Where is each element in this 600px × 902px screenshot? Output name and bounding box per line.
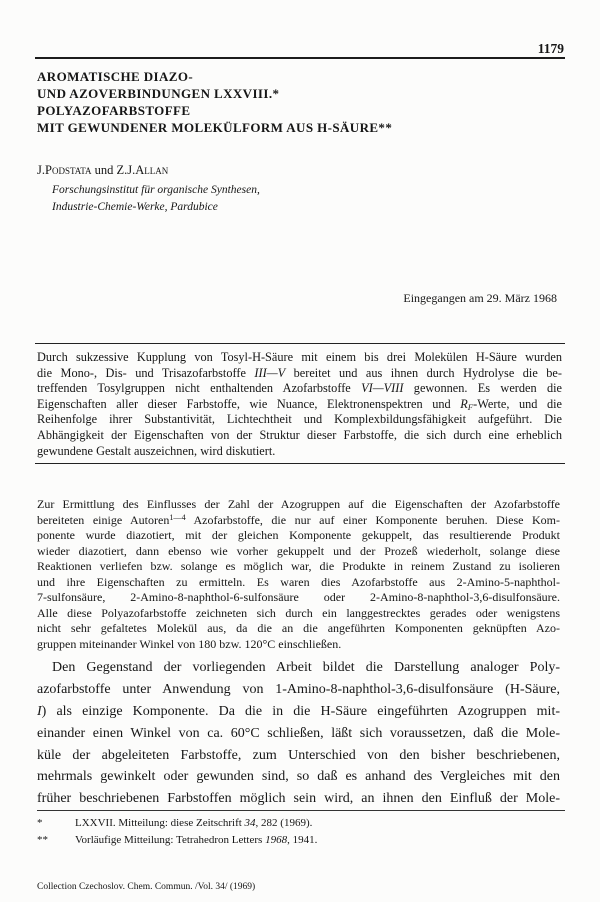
text-run: Eigenschaften aller dieser Farbstoffe, wie Nuance, Elektronenspektren und	[37, 396, 461, 411]
journal-citation: Collection Czechoslov. Chem. Commun. /Vol. 34/ (1969)	[37, 882, 256, 892]
text-line	[37, 590, 560, 606]
footnote-rule	[37, 810, 565, 811]
text-line	[37, 575, 560, 591]
affiliation-line: Industrie-Chemie-Werke, Pardubice	[52, 201, 218, 213]
text-line	[37, 723, 560, 745]
text-run: Alle diese Polyazofarbstoffe zeichneten sich durch ein langgestrecktes gerades oder wenigstens	[37, 605, 560, 620]
text-run: nicht sehr gefaltetes Molekül aus, da die an die angeführten Komponenten geknüpften Azo-	[37, 621, 560, 636]
text-run: Abhängigkeit der Eigenschaften von der Struktur dieser Farbstoffe, die sich durch eine erheblich	[37, 427, 562, 442]
text-run: früher beschriebenen Farbstoffen möglich sein wird, an ihnen den Einfluß der Mole-	[37, 791, 560, 807]
header-rule	[35, 57, 565, 59]
text-run: -Werte, und die	[473, 396, 562, 411]
italic-run: III—V	[254, 365, 286, 380]
title-line: UND AZOVERBINDUNGEN LXXVIII.*	[37, 86, 280, 101]
text-line	[37, 444, 562, 460]
abstract-text	[37, 350, 562, 459]
text-line	[37, 412, 562, 428]
text-line	[37, 497, 560, 513]
text-run: gruppen miteinander Winkel von 180 bzw. 120°C einschließen.	[37, 636, 342, 651]
author-line	[37, 162, 168, 178]
title-line: POLYAZOFARBSTOFFE	[37, 103, 191, 118]
text-line	[37, 701, 560, 723]
affiliation-line: Forschungsinstitut für organische Synthesen,	[52, 184, 260, 196]
text-run: wieder diazotiert, dann ebenso wie vorher gekuppelt und der Prozeß wiederholt, solange diese	[37, 543, 560, 558]
footnote	[37, 832, 565, 849]
text-run: azofarbstoffe unter Anwendung von 1-Amino-8-naphthol-3,6-disulfonsäure (H-Säure,	[37, 681, 560, 697]
text-line	[37, 428, 562, 444]
text-run: Den Gegenstand der vorliegenden Arbeit bildet die Darstellung analoger Poly-	[52, 660, 560, 675]
text-line	[37, 745, 560, 767]
footnote-text	[75, 815, 312, 832]
text-run: Reaktionen verliefen bzw. solange es möglich war, die Produkte in reinem Zustand zu isolieren	[37, 559, 560, 574]
received-date: Eingegangen am 29. März 1968	[403, 291, 557, 305]
body-paragraph	[37, 657, 560, 810]
text-run: , 1941.	[287, 833, 318, 846]
text-line	[37, 788, 560, 810]
text-line	[37, 397, 562, 413]
text-run: LXXVII. Mitteilung: diese Zeitschrift	[75, 817, 245, 829]
text-run: treffenden Tosylgruppen nicht enthaltenden Azofarbstoffe	[37, 381, 362, 396]
affiliation	[52, 182, 260, 216]
article-title	[37, 68, 392, 136]
text-run: küle der abgeleiteten Farbstoffe, zum Unterschied von den bisher beschriebenen,	[37, 747, 560, 763]
text-run: einander einen Winkel von ca. 60°C schließen, läßt sich voraussetzen, daß die Mole-	[37, 725, 560, 741]
author-name: J.Podstata	[37, 163, 92, 177]
italic-run: 34	[244, 817, 256, 829]
footnote-text	[75, 832, 317, 849]
text-run: , 282 (1969).	[255, 817, 313, 829]
footnotes	[37, 815, 565, 848]
text-run: mehrmals gewinkelt oder gewunden sind, so daß es anhand des Vergleiches mit den	[37, 769, 560, 785]
italic-run: R	[460, 396, 468, 411]
italic-run: VI—VIII	[361, 381, 404, 396]
title-line: MIT GEWUNDENER MOLEKÜLFORM AUS H-SÄURE**	[37, 120, 393, 135]
text-line	[37, 606, 560, 622]
footnote-mark: **	[37, 833, 48, 846]
text-line	[37, 544, 560, 560]
text-run: Azofarbstoffe, die nur auf einer Komponente beruhen. Diese Kom-	[185, 512, 560, 527]
italic-run: I	[37, 703, 42, 719]
intro-paragraph	[37, 497, 560, 652]
text-line	[37, 559, 560, 575]
text-run: Durch sukzessive Kupplung von Tosyl-H-Säure mit einem bis drei Molekülen H-Säure wurden	[37, 350, 562, 364]
text-run: Vorläufige Mitteilung: Tetrahedron Letters	[75, 833, 266, 846]
author-conjunction: und	[94, 163, 114, 177]
text-line	[37, 513, 560, 529]
text-line	[37, 350, 562, 366]
subscript: F	[467, 401, 474, 412]
text-run: Reihenfolge ihrer Substantivität, Lichtechtheit und Komplexbildungsfähigkeit aufgeführt. Die	[37, 412, 562, 427]
text-line	[37, 657, 560, 679]
text-run: bereitet und aus ihnen durch Hydrolyse die be-	[285, 365, 562, 380]
italic-run: 1968	[265, 833, 288, 846]
footnote	[37, 815, 565, 832]
text-run: gewonnen. Es werden die	[403, 381, 562, 396]
superscript: 1—4	[169, 512, 186, 522]
page-number: 1179	[537, 41, 564, 56]
text-run: ponente wurde diazotiert, mit der gleichen Komponente gekuppelt, das resultierende Produkt	[37, 528, 560, 543]
text-run: Zur Ermittlung des Einflusses der Zahl der Azogruppen auf die Eigenschaften der Azofarbstoffe	[37, 497, 560, 511]
author-name: Z.J.Allan	[116, 163, 169, 177]
text-line	[37, 637, 560, 653]
text-line	[37, 679, 560, 701]
title-line: AROMATISCHE DIAZO-	[37, 69, 194, 84]
text-line	[37, 766, 560, 788]
text-line	[37, 621, 560, 637]
text-line	[37, 528, 560, 544]
abstract	[35, 343, 565, 464]
text-run: die Mono-, Dis- und Trisazofarbstoffe	[37, 365, 255, 380]
text-run: bereiteten einige Autoren	[37, 512, 170, 527]
text-run: gewundene Gestalt auszeichnen, wird diskutiert.	[37, 443, 276, 458]
text-line	[37, 381, 562, 397]
text-run: und ihre Eigenschaften zu ermitteln. Es waren dies Azofarbstoffe aus 2-Amino-5-naphthol-	[37, 574, 560, 589]
text-line	[37, 366, 562, 382]
text-run: 7-sulfonsäure, 2-Amino-8-naphthol-6-sulfonsäure oder 2-Amino-8-naphthol-3,6-disulfonsäure.	[37, 590, 560, 605]
footnote-mark: *	[37, 817, 43, 829]
text-run: ) als einzige Komponente. Da die in die H-Säure eingeführten Azogruppen mit-	[41, 703, 560, 719]
